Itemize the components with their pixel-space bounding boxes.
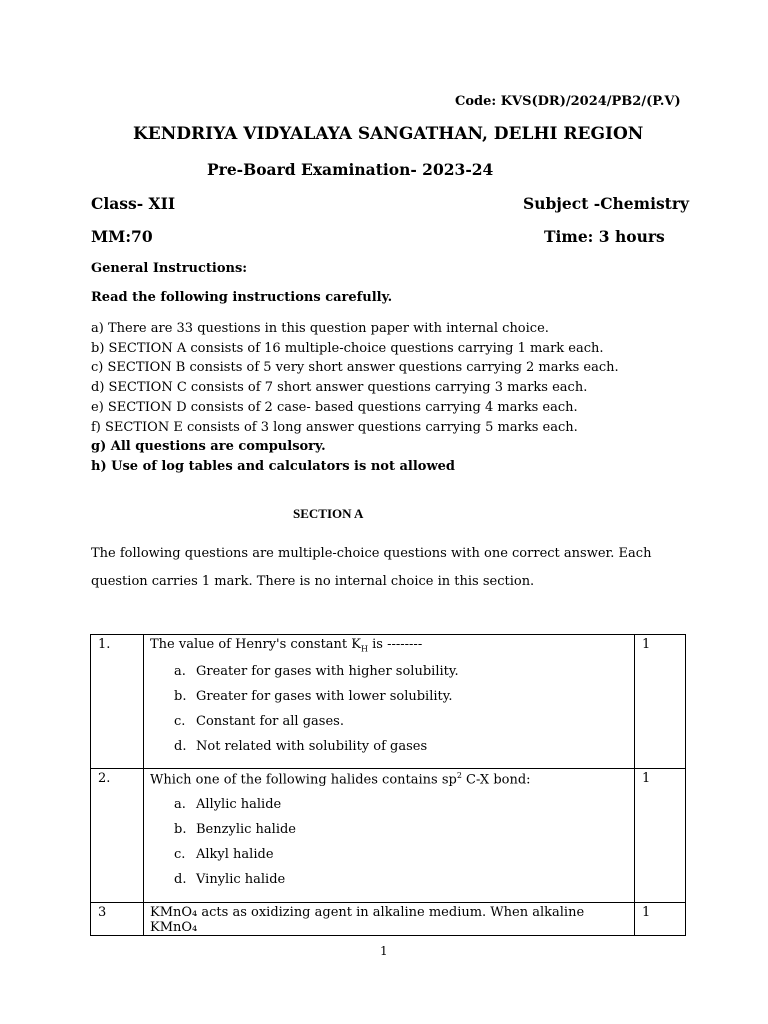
option: c. Alkyl halide [174, 847, 274, 863]
instruction-item: c) SECTION B consists of 5 very short answer questions carrying 2 marks each. [91, 360, 619, 376]
option: a. Greater for gases with higher solubility. [174, 663, 459, 679]
option: d. Vinylic halide [174, 872, 286, 888]
paper-code: Code: KVS(DR)/2024/PB2/(P.V) [455, 94, 681, 109]
question-marks: 1 [635, 769, 686, 903]
question-text: Which one of the following halides contains $sp^2$ C-X bond: [150, 771, 531, 788]
option: a. Allylic halide [174, 797, 282, 813]
question-row [91, 635, 686, 769]
question-number: 3 [91, 903, 144, 936]
subject-label: Subject -Chemistry [523, 194, 690, 213]
instruction-item: e) SECTION D consists of 2 case- based questions carrying 4 marks each. [91, 399, 578, 415]
section-title: SECTION A [293, 506, 364, 521]
time-label: Time: 3 hours [544, 227, 665, 246]
instruction-item: b) SECTION A consists of 16 multiple-choice questions carrying 1 mark each. [91, 340, 604, 356]
question-row [91, 769, 686, 903]
instruction-item: g) All questions are compulsory. [91, 439, 326, 455]
page-number: 1 [380, 944, 388, 958]
section-intro: The following questions are multiple-choice questions with one correct answer. Each question carries 1 mark. There is no internal choice in this section. [91, 546, 652, 589]
question-text: The value of Henry's constant $K_H$ is -------- [150, 637, 423, 654]
instruction-item: f) SECTION E consists of 3 long answer questions carrying 5 marks each. [91, 419, 578, 435]
instructions-list [91, 319, 619, 477]
exam-title: Pre-Board Examination- 2023-24 [207, 160, 494, 179]
option: d. Not related with solubility of gases [174, 738, 428, 754]
instruction-item: d) SECTION C consists of 7 short answer questions carrying 3 marks each. [91, 380, 588, 396]
class-label: Class- XII [91, 194, 176, 213]
question-cell [144, 769, 635, 903]
questions-table [90, 634, 686, 936]
question-cell [144, 635, 635, 769]
question-marks: 1 [635, 635, 686, 769]
instruction-item: a) There are 33 questions in this question paper with internal choice. [91, 321, 549, 336]
option: c. Constant for all gases. [174, 713, 344, 729]
question-row [91, 903, 686, 936]
option: b. Greater for gases with lower solubility. [174, 688, 453, 704]
question-number: 2. [91, 769, 144, 903]
instruction-item: h) Use of log tables and calculators is not allowed [91, 458, 455, 474]
question-text: KMnO₄ acts as oxidizing agent in alkaline medium. When alkaline KMnO₄ [144, 903, 635, 936]
max-marks-label: MM:70 [91, 227, 153, 246]
question-number: 1. [91, 635, 144, 769]
instructions-heading: General Instructions: [91, 261, 248, 276]
instructions-read-note: Read the following instructions carefully. [91, 290, 393, 305]
question-marks: 1 [635, 903, 686, 936]
organization-title: KENDRIYA VIDYALAYA SANGATHAN, DELHI REGION [133, 124, 644, 144]
option: b. Benzylic halide [174, 822, 296, 838]
